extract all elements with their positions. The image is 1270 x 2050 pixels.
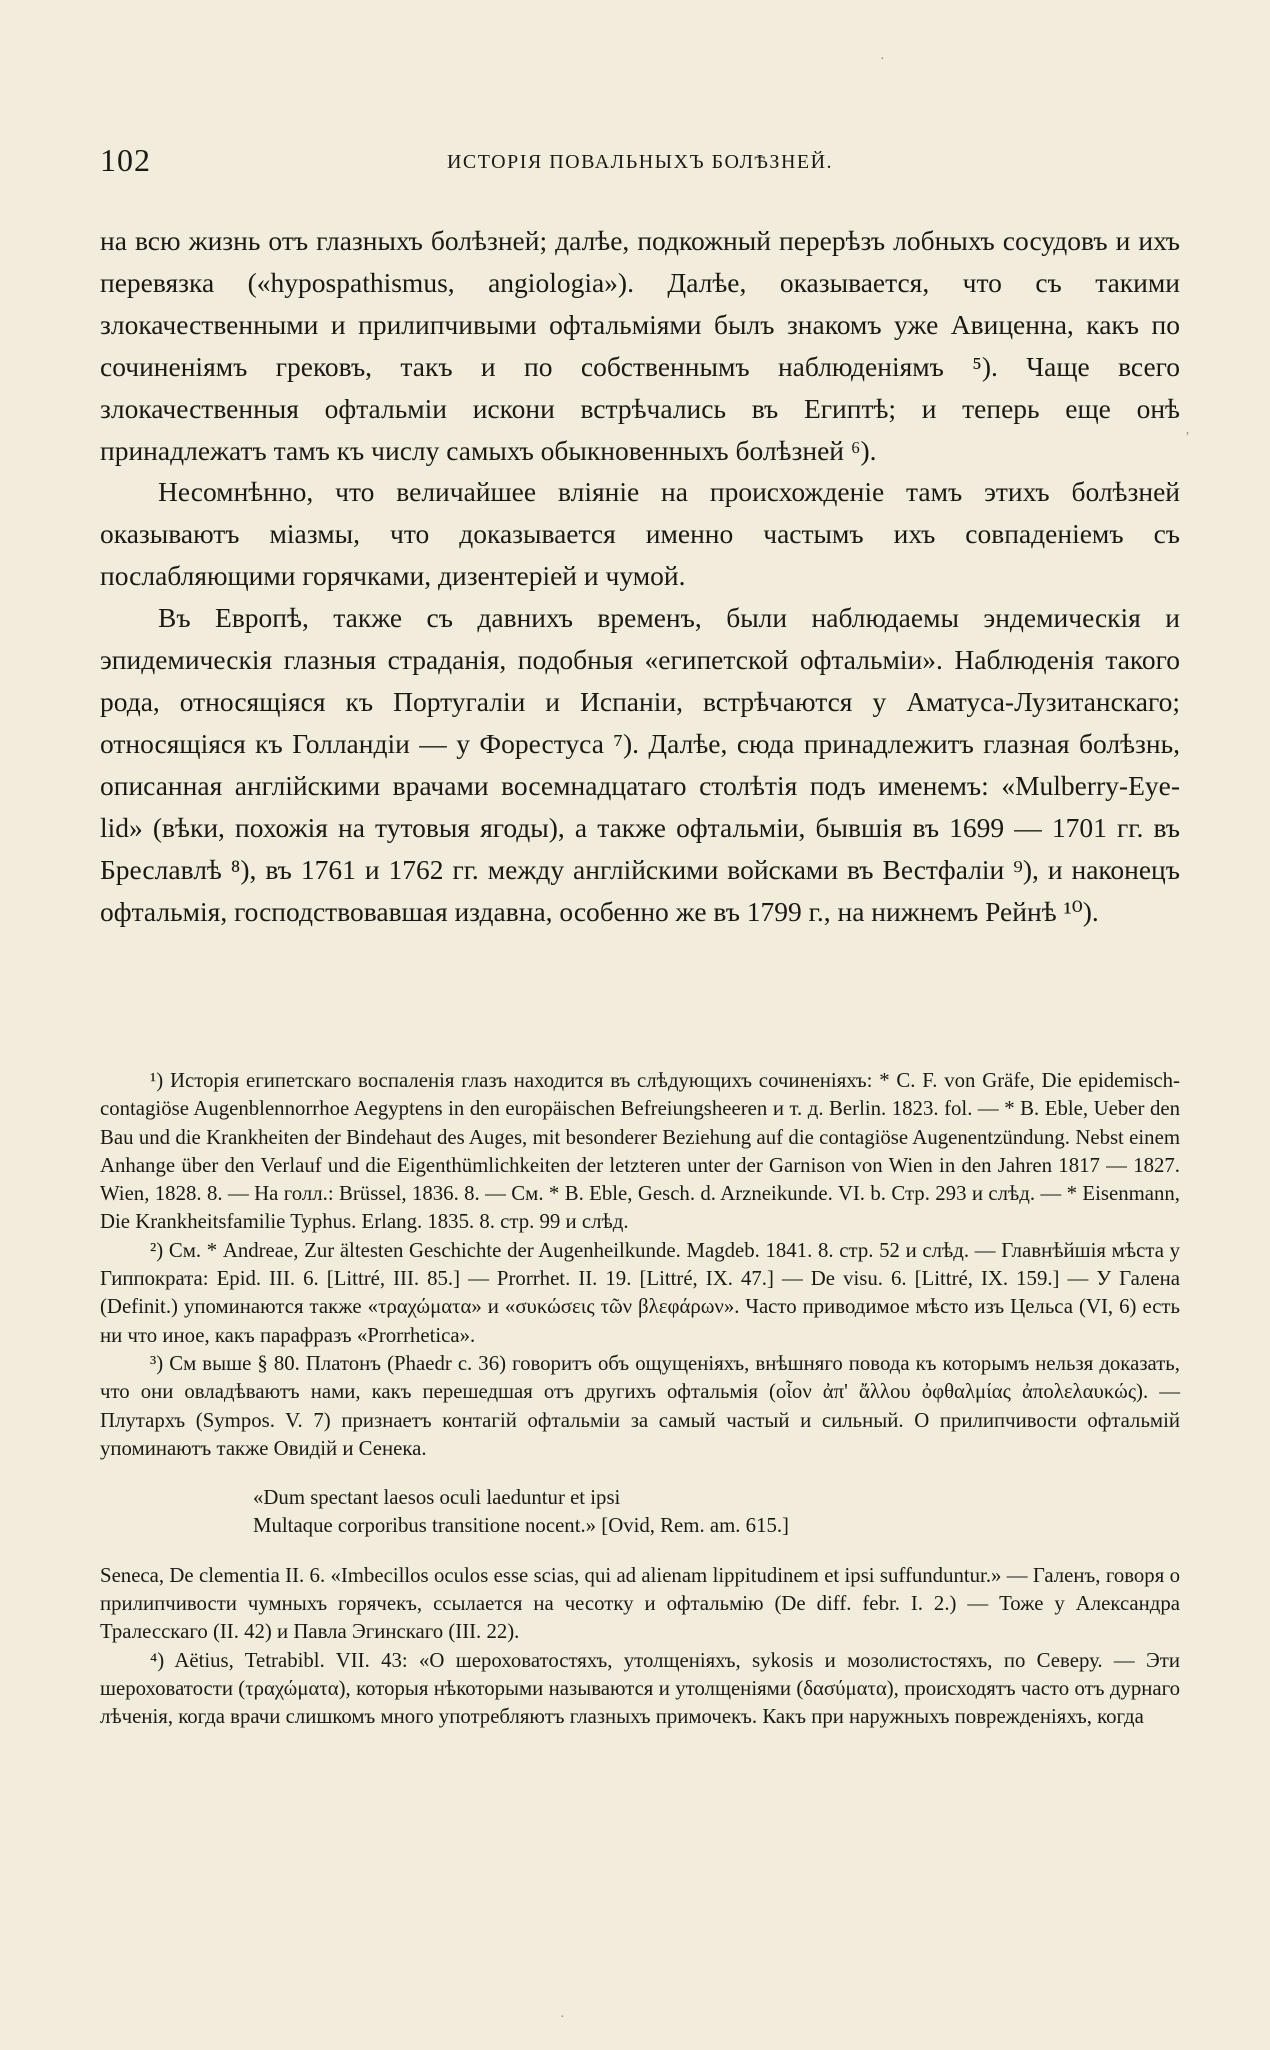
footnote-2: ²) См. * Andreae, Zur ältesten Geschichte der Augenheilkunde. Magdeb. 1841. 8. стр. 52 и слѣд. — Главнѣйшія мѣста у Гиппократа: Epid. III. 6. [Littré, III. 85.] — Prorrhet. II. 19. [Littré, IX. 47.] — De visu. 6. [Littré, IX. 159.] — У Галена (Definit.) упоминаются также «τραχώματα» и «συκώσεις τῶν βλεφάρων». Часто приводимое мѣсто изъ Цельса (VI, 6) есть ни что иное, какъ парафразъ «Prorrhetica».	[100, 1238, 1180, 1347]
footnote-4: ⁴) Aëtius, Tetrabibl. VII. 43: «О шероховатостяхъ, утолщеніяхъ, sykosis и мозолистостяхъ, по Северу. — Эти шероховатости (τραχώματα), которыя нѣкоторыми называются и утолщеніями (δασύματα), происходятъ часто отъ дурнаго лѣченія, когда врачи слишкомъ много употребляютъ глазныхъ примочекъ. Какъ при наружныхъ поврежденіяхъ, когда	[100, 1648, 1180, 1729]
footnote-1: ¹) Исторія египетскаго воспаленія глазъ находится въ слѣдующихъ сочиненіяхъ: * C. F. von Gräfe, Die epidemisch-contagiöse Augenblennorrhoe Aegyptens in den europäischen Befreiungsheeren и т. д. Berlin. 1823. fol. — * B. Eble, Ueber den Bau und die Krankheiten der Bindehaut des Auges, mit besonderer Beziehung auf die contagiöse Augenentzündung. Nebst einem Anhange über den Verlauf und die Eigenthümlichkeiten der letzteren unter der Garnison von Wien in den Jahren 1817 — 1827. Wien, 1828. 8. — На голл.: Brüssel, 1836. 8. — См. * B. Eble, Gesch. d. Arzneikunde. VI. b. Стр. 293 и слѣд. — * Eisenmann, Die Krankheitsfamilie Typhus. Erlang. 1835. 8. стр. 99 и слѣд.	[100, 1069, 1180, 1234]
paragraph: Несомнѣнно, что величайшее вліяніе на происхожденіе тамъ этихъ болѣзней оказываютъ міазмы, что доказывается именно частымъ ихъ совпаденіемъ съ послабляющими горячками, дизентеріей и чумой.	[100, 476, 1180, 592]
paragraph-continued: на всю жизнь отъ глазныхъ болѣзней; далѣе, подкожный перерѣзъ лобныхъ сосудовъ и ихъ перевязка («hyposрathismus, angiologia»). Далѣе, оказывается, что съ такими злокачественными и прилипчивыми офтальміями былъ знакомъ уже Авиценна, какъ по сочиненіямъ грековъ, такъ и по собственнымъ наблюденіямъ ⁵). Чаще всего злокачественныя офтальміи искони встрѣчались въ Египтѣ; и теперь еще онѣ принадлежатъ тамъ къ числу самыхъ обыкновенныхъ болѣзней ⁶).	[100, 225, 1180, 466]
page-number: 102	[100, 142, 151, 178]
page-header	[100, 142, 1180, 182]
main-text	[100, 220, 1180, 932]
page-speck: ·	[560, 2010, 565, 2025]
paragraph: Въ Европѣ, также съ давнихъ временъ, были наблюдаемы эндемическія и эпидемическія глазныя страданія, подобныя «египетской офтальміи». Наблюденія такого рода, относящіяся къ Португаліи и Испаніи, встрѣчаются у Аматуса-Лузитанскаго; относящіяся къ Голландіи — у Форестуса ⁷). Далѣе, сюда принадлежитъ глазная болѣзнь, описанная англійскими врачами восемнадцатаго столѣтія подъ именемъ: «Mulberry-Eye-lid» (вѣки, похожія на тутовыя ягоды), а также офтальміи, бывшія въ 1699 — 1701 гг. въ Бреславлѣ ⁸), въ 1761 и 1762 гг. между англійскими войсками въ Вестфаліи ⁹), и наконецъ офтальмія, господствовавшая издавна, особенно же въ 1799 г., на нижнемъ Рейнѣ ¹⁰).	[100, 602, 1180, 927]
footnote-3: ³) См выше § 80. Платонъ (Phaedr c. 36) говоритъ объ ощущеніяхъ, внѣшняго повода къ которымъ нельзя доказать, что они овладѣваютъ нами, какъ перешедшая отъ другихъ офтальмія (οἷον ἀπ' ἄλλου ὀφθαλμίας ἀπολελαυκώς). — Плутархъ (Sympos. V. 7) признаетъ контагій офтальміи за самый частый и сильный. О прилипчивости офтальмій упоминаютъ также Овидій и Сенека.	[100, 1351, 1180, 1460]
page-speck: ·	[880, 52, 885, 67]
quote-line: Multaque corporibus transitione nocent.» [Ovid, Rem. am. 615.]	[253, 1514, 789, 1538]
running-title: ИСТОРІЯ ПОВАЛЬНЫХЪ БОЛѢЗНЕЙ.	[446, 151, 834, 173]
footnotes	[100, 1067, 1180, 1732]
quote-line: «Dum spectant laesos oculi laeduntur et ipsi	[253, 1486, 621, 1510]
page-speck: ′	[1186, 430, 1190, 445]
footnote-3-continued: Seneca, De clementia II. 6. «Imbecillos oculos esse scias, qui ad alienam lippitudinem et ipsi suffunduntur.» — Галенъ, говоря о прилипчивости чумныхъ горячекъ, ссылается на чесотку и офтальмію (De diff. febr. I. 2.) — Тоже у Александра Тралесскаго (II. 42) и Павла Эгинскаго (III. 22).	[100, 1563, 1180, 1644]
ovid-quote	[253, 1484, 1180, 1541]
